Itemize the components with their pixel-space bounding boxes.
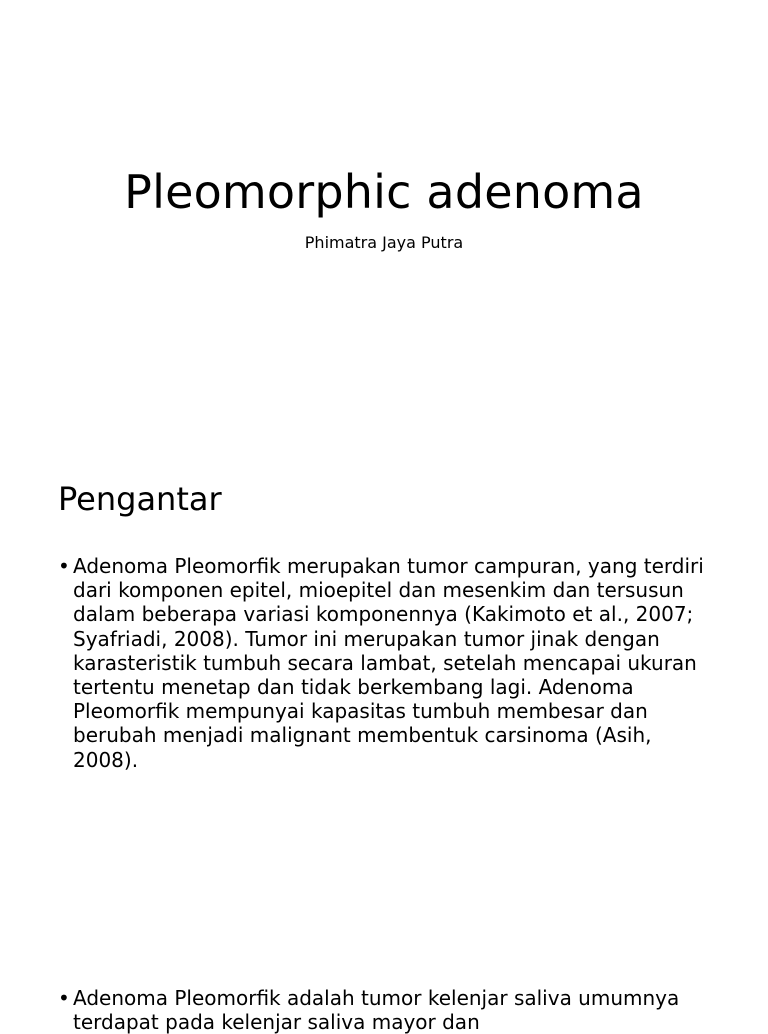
slide-subtitle-author: Phimatra Jaya Putra — [304, 233, 464, 252]
bullet-text: Adenoma Pleomorfik merupakan tumor campuran, yang terdiri dari komponen epitel, mioepitel dan mesenkim dan tersusun dalam beberapa variasi komponennya (Kakimoto et al., 2007; Syafriadi, 2008). Tumor ini merupakan tumor jinak dengan karasteristik tumbuh secara lambat, setelah mencapai ukuran tertentu menetap dan tidak berkembang lagi. Adenoma Pleomorfik mempunyai kapasitas tumbuh membesar dan berubah menjadi malignant membentuk carsinoma (Asih, 2008). — [73, 554, 704, 772]
bullet-item — [58, 986, 718, 1034]
bullet-marker: • — [58, 554, 70, 578]
bullet-marker: • — [58, 986, 70, 1010]
bullet-item — [58, 554, 718, 772]
slide-title: Pleomorphic adenoma — [124, 165, 644, 219]
section-heading: Pengantar — [58, 480, 222, 518]
bullet-text: Adenoma Pleomorfik adalah tumor kelenjar saliva umumnya terdapat pada kelenjar saliva mayor dan — [73, 986, 680, 1034]
